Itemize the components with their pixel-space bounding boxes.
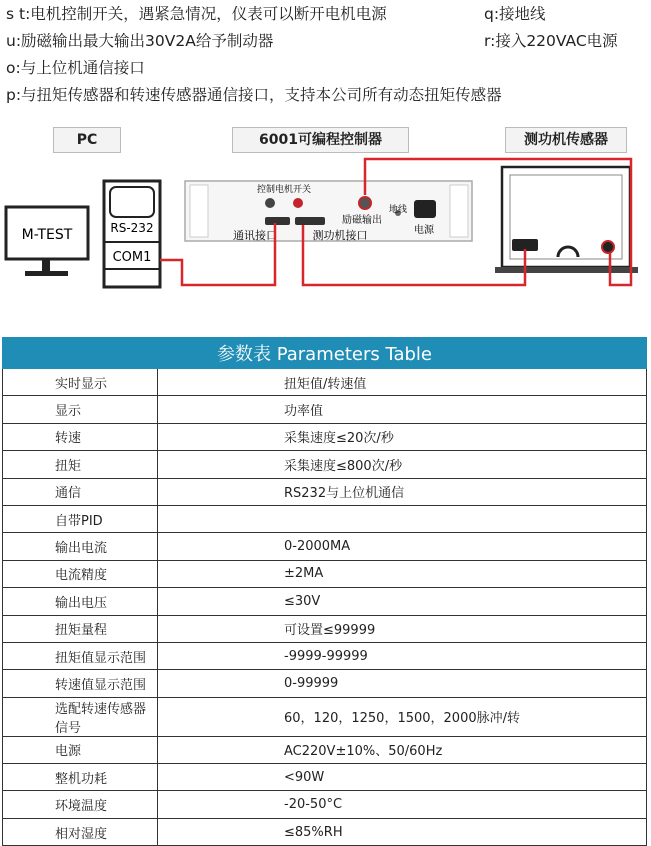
param-value: ±2MA (158, 560, 647, 587)
motor-switch-label: 控制电机开关 (256, 185, 312, 195)
param-name: 环境温度 (3, 791, 158, 818)
param-name: 转速 (3, 423, 158, 450)
param-name: 电源 (3, 736, 158, 763)
param-name: 整机功耗 (3, 764, 158, 791)
note-o: o:与上位机通信接口 (6, 59, 145, 77)
param-name: 显示 (3, 396, 158, 423)
table-row (3, 423, 647, 450)
table-title: 参数表 Parameters Table (3, 338, 647, 369)
param-name: 输出电压 (3, 588, 158, 615)
table-row (3, 533, 647, 560)
param-name: 通信 (3, 478, 158, 505)
param-value: -20-50°C (158, 791, 647, 818)
param-value: AC220V±10%、50/60Hz (158, 736, 647, 763)
table-row (3, 670, 647, 697)
parameters-table (2, 337, 647, 846)
table-row (3, 396, 647, 423)
table-row (3, 505, 647, 532)
ground-label: 地线 (388, 205, 408, 215)
note-u: u:励磁输出最大输出30V2A给予制动器 (6, 32, 274, 50)
param-value: 60，120，1250，1500，2000脉冲/转 (158, 697, 647, 736)
param-name: 实时显示 (3, 369, 158, 396)
table-row (3, 478, 647, 505)
com1-label: COM1 (112, 250, 152, 265)
param-name: 扭矩 (3, 451, 158, 478)
table-row (3, 791, 647, 818)
table-row (3, 764, 647, 791)
table-row (3, 697, 647, 736)
dyno-port-label: 测功机接口 (312, 229, 368, 242)
table-row (3, 818, 647, 845)
param-value: 采集速度≤800次/秒 (158, 451, 647, 478)
param-value: 0-2000MA (158, 533, 647, 560)
param-value: 采集速度≤20次/秒 (158, 423, 647, 450)
note-r: r:接入220VAC电源 (484, 32, 618, 50)
pc-header: PC (53, 127, 121, 153)
connection-diagram (0, 155, 651, 290)
table-row (3, 369, 647, 396)
table-row (3, 642, 647, 669)
note-st: s t:电机控制开关，遇紧急情况，仪表可以断开电机电源 (6, 5, 387, 23)
controller-header: 6001可编程控制器 (232, 127, 409, 153)
param-value: 可设置≤99999 (158, 615, 647, 642)
table-row (3, 736, 647, 763)
param-name: 电流精度 (3, 560, 158, 587)
param-value: 扭矩值/转速值 (158, 369, 647, 396)
table-row (3, 451, 647, 478)
param-name: 扭矩量程 (3, 615, 158, 642)
note-q: q:接地线 (484, 5, 546, 23)
param-name: 相对湿度 (3, 818, 158, 845)
param-value (158, 505, 647, 532)
param-name: 选配转速传感器信号 (3, 697, 158, 736)
monitor-label: M-TEST (21, 227, 73, 243)
excitation-label: 励磁输出 (342, 215, 382, 226)
param-value: <90W (158, 764, 647, 791)
note-p: p:与扭矩传感器和转速传感器通信接口，支持本公司所有动态扭矩传感器 (6, 86, 502, 104)
param-value: -9999-99999 (158, 642, 647, 669)
param-value: 功率值 (158, 396, 647, 423)
table-row (3, 615, 647, 642)
param-value: ≤85%RH (158, 818, 647, 845)
table-row (3, 560, 647, 587)
comm-port-label: 通讯接口 (233, 229, 277, 242)
sensor-header: 测功机传感器 (505, 127, 627, 153)
param-name: 输出电流 (3, 533, 158, 560)
param-name: 自带PID (3, 505, 158, 532)
param-value: RS232与上位机通信 (158, 478, 647, 505)
param-value: ≤30V (158, 588, 647, 615)
table-row (3, 588, 647, 615)
param-name: 扭矩值显示范围 (3, 642, 158, 669)
rs232-label: RS-232 (110, 221, 154, 235)
dyno-sensor-icon (495, 167, 638, 273)
param-value: 0-99999 (158, 670, 647, 697)
param-name: 转速值显示范围 (3, 670, 158, 697)
power-label: 电源 (414, 225, 434, 236)
